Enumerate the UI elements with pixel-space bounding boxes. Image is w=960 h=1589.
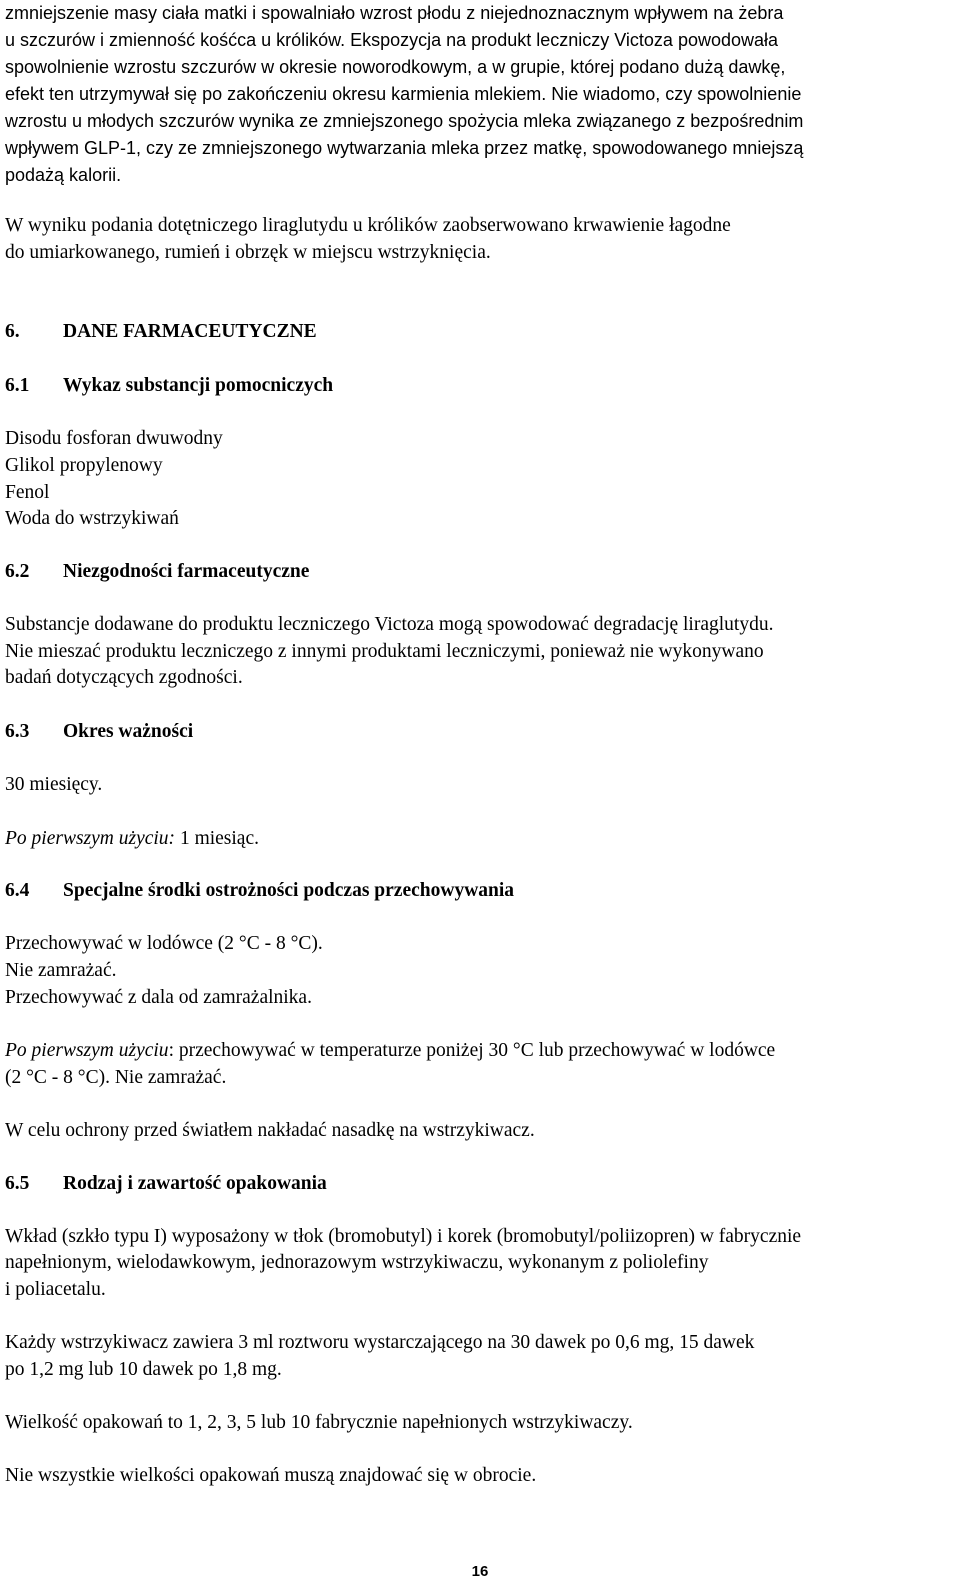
after-use-value: 1 miesiąc. [175,828,259,849]
intro-line: u szczurów i zmienność kośćca u królików. Ekspozycja na produkt leczniczy Victoza powodowała [5,30,779,50]
after-use-label: Po pierwszym użyciu: [5,828,176,849]
excipient-item: Fenol [5,482,50,503]
incompatibility-line: Nie mieszać produktu leczniczego z innymi produktami leczniczymi, ponieważ nie wykonywano [5,641,764,662]
page-number: 16 [471,1563,489,1580]
section-title: Rodzaj i zawartość opakowania [63,1173,327,1194]
storage-light-protection: W celu ochrony przed światłem nakładać nasadkę na wstrzykiwacz. [5,1120,535,1141]
section-number: 6. [5,321,20,342]
container-line: Wkład (szkło typu I) wyposażony w tłok (bromobutyl) i korek (bromobutyl/poliizopren) w fabrycznie [5,1226,802,1247]
pack-sizes: Wielkość opakowań to 1, 2, 3, 5 lub 10 fabrycznie napełnionych wstrzykiwaczy. [5,1412,633,1433]
contents-line: po 1,2 mg lub 10 dawek po 1,8 mg. [5,1359,282,1380]
after-use-label: Po pierwszym użyciu [5,1040,169,1061]
section-6-3-heading [5,718,193,745]
incompatibility-line: badań dotyczących zgodności. [5,667,243,688]
section-title: Wykaz substancji pomocniczych [63,375,334,396]
rabbits-line-2: do umiarkowanego, rumień i obrzęk w miejscu wstrzyknięcia. [5,242,491,263]
section-title: Niezgodności farmaceutyczne [63,561,310,582]
section-number: 6.3 [5,721,30,742]
section-6-2-heading [5,558,309,585]
intro-line: spowolnienie wzrostu szczurów w okresie noworodkowym, a w grupie, której podano dużą dawkę, [5,57,786,77]
section-number: 6.2 [5,561,30,582]
excipient-item: Disodu fosforan dwuwodny [5,428,223,449]
intro-line: efekt ten utrzymywał się po zakończeniu okresu karmienia mlekiem. Nie wiadomo, czy spowolnienie [5,84,802,104]
container-line: i poliacetalu. [5,1279,106,1300]
section-title: Okres ważności [63,721,194,742]
section-title: Specjalne środki ostrożności podczas przechowywania [63,880,515,901]
after-use-text: : przechowywać w temperaturze poniżej 30 °C lub przechowywać w lodówce [168,1040,776,1061]
section-title: DANE FARMACEUTYCZNE [63,321,317,342]
intro-line: wpływem GLP-1, czy ze zmniejszonego wytwarzania mleka przez matkę, spowodowanego mniejszą [5,138,804,158]
intro-paragraph [5,0,955,189]
storage-line: Przechowywać w lodówce (2 °C - 8 °C). [5,933,323,954]
section-number: 6.1 [5,375,30,396]
container-line: napełnionym, wielodawkowym, jednorazowym wstrzykiwaczu, wykonanym z poliolefiny [5,1252,709,1273]
contents-line: Każdy wstrzykiwacz zawiera 3 ml roztworu wystarczającego na 30 dawek po 0,6 mg, 15 dawek [5,1332,755,1353]
storage-after-use-line-2: (2 °C - 8 °C). Nie zamrażać. [5,1067,227,1088]
shelf-life-after-use [5,825,259,852]
incompatibility-line: Substancje dodawane do produktu leczniczego Victoza mogą spowodować degradację liraglutydu. [5,614,774,635]
section-6-1-heading [5,372,333,399]
intro-line: podażą kalorii. [5,165,122,185]
intro-line: wzrostu u młodych szczurów wynika ze zmniejszonego spożycia mleka związanego z bezpośrednim [5,111,804,131]
section-6-5-heading [5,1170,327,1197]
section-number: 6.4 [5,880,30,901]
excipient-item: Woda do wstrzykiwań [5,508,179,529]
section-6-heading [5,318,317,345]
section-6-4-heading [5,877,514,904]
storage-line: Nie zamrażać. [5,960,117,981]
storage-line: Przechowywać z dala od zamrażalnika. [5,987,312,1008]
section-number: 6.5 [5,1173,30,1194]
intro-line: zmniejszenie masy ciała matki i spowalniało wzrost płodu z niejednoznacznym wpływem na żebra [5,3,784,23]
storage-after-use [5,1037,775,1064]
rabbits-line-1: W wyniku podania dotętniczego liraglutydu u królików zaobserwowano krwawienie łagodne [5,215,731,236]
excipient-item: Glikol propylenowy [5,455,163,476]
pack-availability: Nie wszystkie wielkości opakowań muszą znajdować się w obrocie. [5,1465,537,1486]
shelf-life: 30 miesięcy. [5,774,103,795]
